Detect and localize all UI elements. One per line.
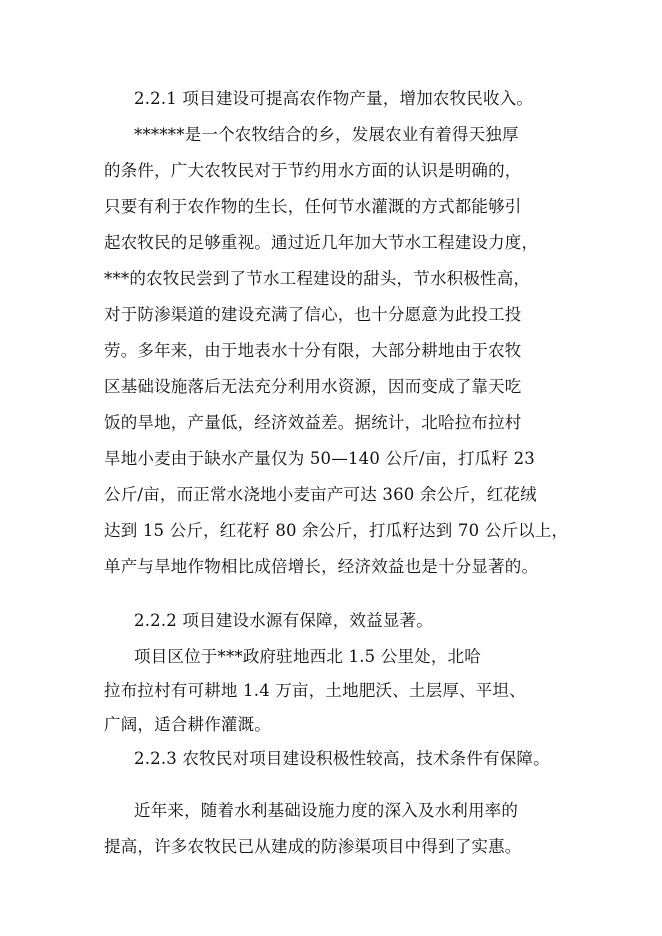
paragraph-line: 劳。多年来，由于地表水十分有限，大部分耕地由于农牧 <box>104 341 522 360</box>
paragraph-line: 对于防渗渠道的建设充满了信心，也十分愿意为此投工投 <box>104 305 522 324</box>
section-heading-2-2-3: 2.2.3 农牧民对项目建设积极性较高，技术条件有保障。 <box>134 749 550 768</box>
section-heading-2-2-2: 2.2.2 项目建设水源有保障，效益显著。 <box>134 611 433 630</box>
paragraph-line: 旱地小麦由于缺水产量仅为 50—140 公斤/亩，打瓜籽 23 <box>104 449 535 468</box>
section-heading-2-2-1: 2.2.1 项目建设可提高农作物产量，增加农牧民收入。 <box>134 89 534 108</box>
paragraph-line: ******是一个农牧结合的乡，发展农业有着得天独厚 <box>134 125 519 144</box>
paragraph-line: 的条件，广大农牧民对于节约用水方面的认识是明确的， <box>104 161 522 180</box>
paragraph-line: 达到 15 公斤，红花籽 80 余公斤，打瓜籽达到 70 公斤以上， <box>104 521 569 540</box>
paragraph-line: 公斤/亩，而正常水浇地小麦亩产可达 360 余公斤，红花绒 <box>104 485 537 504</box>
paragraph-line: 广阔，适合耕作灌溉。 <box>104 715 271 734</box>
paragraph-line: 区基础设施落后无法充分利用水资源，因而变成了靠天吃 <box>104 377 522 396</box>
paragraph-line: 项目区位于***政府驻地西北 1.5 公里处，北哈 <box>134 647 481 666</box>
paragraph-line: 起农牧民的足够重视。通过近几年加大节水工程建设力度， <box>104 233 539 252</box>
paragraph-line: 饭的旱地，产量低，经济效益差。据统计，北哈拉布拉村 <box>104 413 522 432</box>
paragraph-line: 只要有利于农作物的生长，任何节水灌溉的方式都能够引 <box>104 197 522 216</box>
paragraph-line: ***的农牧民尝到了节水工程建设的甜头，节水积极性高， <box>104 269 531 288</box>
paragraph-line: 拉布拉村有可耕地 1.4 万亩，土地肥沃、土层厚、平坦、 <box>104 681 526 700</box>
paragraph-line: 提高，许多农牧民已从建成的防渗渠项目中得到了实惠。 <box>104 837 522 856</box>
paragraph-line: 近年来，随着水利基础设施力度的深入及水利用率的 <box>134 801 519 820</box>
paragraph-line: 单产与旱地作物相比成倍增长，经济效益也是十分显著的。 <box>104 557 539 576</box>
